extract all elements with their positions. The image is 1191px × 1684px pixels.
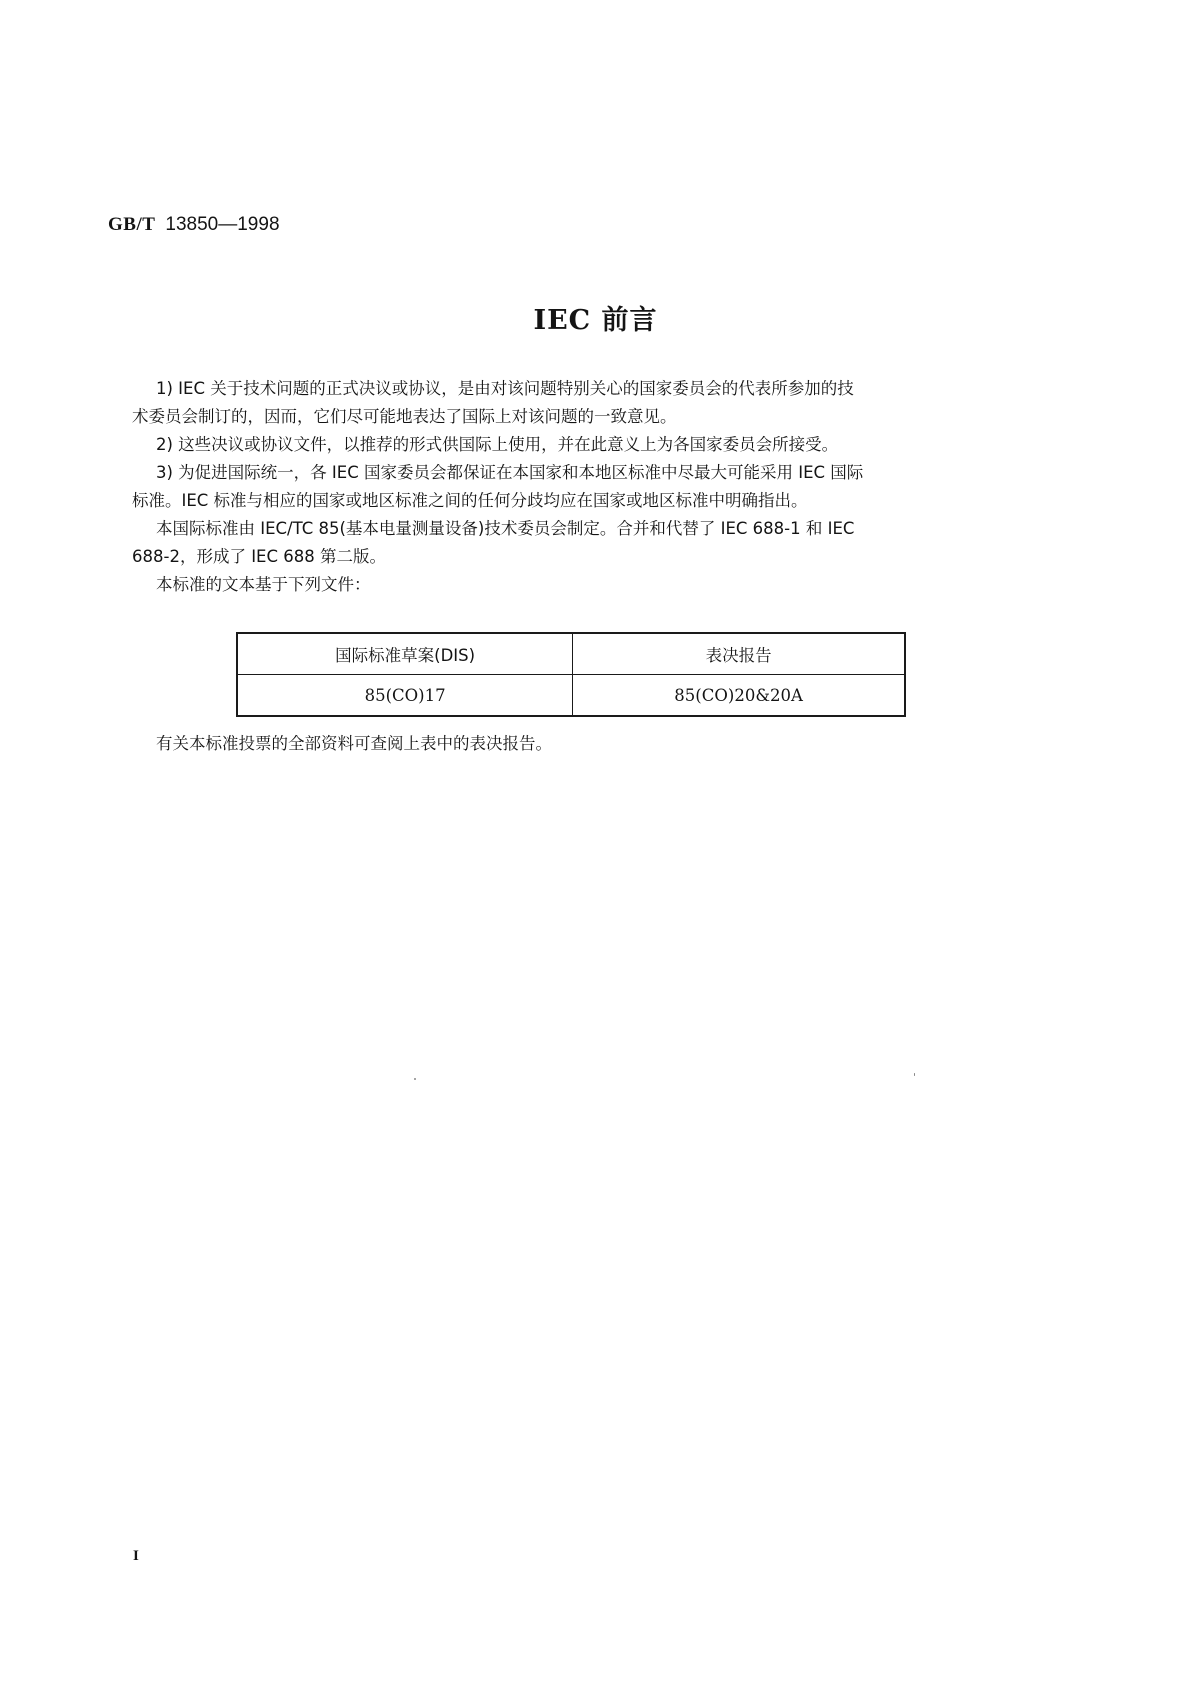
standard-prefix: GB/T [108,214,156,235]
paragraph-4 [132,515,1034,571]
table-header-voting-report: 表决报告 [573,633,905,675]
scan-speck [914,1073,915,1076]
paragraph-1-first-line: 1) IEC 关于技术问题的正式决议或协议，是由对该问题特别关心的国家委员会的代表所参加的技 [156,379,854,398]
paragraph-3-first-line: 3) 为促进国际统一，各 IEC 国家委员会都保证在本国家和本地区标准中尽最大可能采用 IEC 国际 [156,463,864,482]
standard-number: 13850—1998 [165,214,280,235]
table-cell-voting-report: 85(CO)20&20A [573,675,905,717]
paragraph-1-continuation: 术委员会制订的，因而，它们尽可能地表达了国际上对该问题的一致意见。 [132,407,677,426]
paragraph-5 [132,571,1034,599]
table-header-dis: 国际标准草案(DIS) [237,633,573,675]
page-number: I [133,1548,139,1564]
table-cell-dis: 85(CO)17 [237,675,573,717]
paragraph-2 [132,431,1034,459]
paragraph-1 [132,375,1034,431]
page-title: IEC 前言 [533,305,658,336]
paragraph-3-continuation: 标准。IEC 标准与相应的国家或地区标准之间的任何分歧均应在国家或地区标准中明确指出。 [132,491,808,510]
standard-code [108,212,280,237]
paragraph-4-continuation: 688-2，形成了 IEC 688 第二版。 [132,547,386,566]
paragraph-3 [132,459,1034,515]
paragraph-2-first-line: 2) 这些决议或协议文件，以推荐的形式供国际上使用，并在此意义上为各国家委员会所接受。 [156,435,839,454]
paragraph-5-first-line: 本标准的文本基于下列文件： [156,575,371,594]
body-text [132,375,1034,599]
table-header-row [237,633,905,675]
paragraph-4-first-line: 本国际标准由 IEC/TC 85(基本电量测量设备)技术委员会制定。合并和代替了 IEC 688-1 和 IEC [156,519,855,538]
table-row [237,675,905,717]
documents-table [236,632,906,717]
footer-note: 有关本标准投票的全部资料可查阅上表中的表决报告。 [156,734,552,753]
scan-speck [414,1078,416,1080]
